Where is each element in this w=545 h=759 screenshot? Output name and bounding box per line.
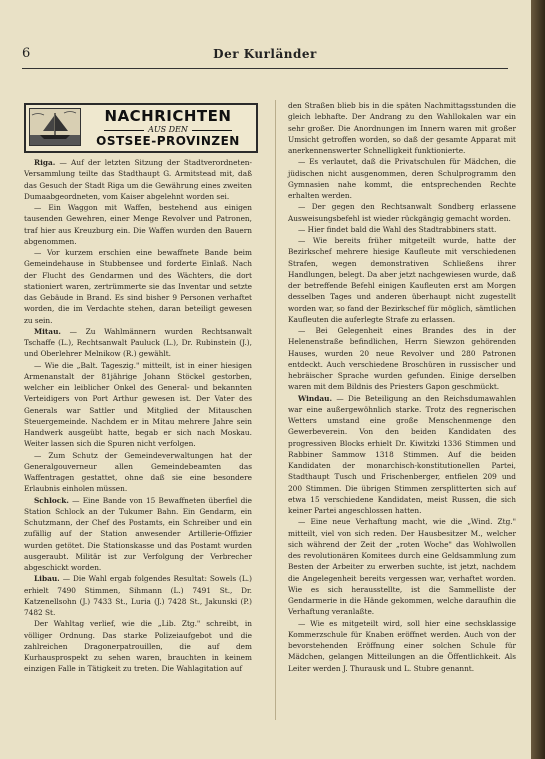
paragraph-text: Der Wahltag verlief, wie die „Lib. Ztg." schreibt, in völliger Ordnung. Das starke Polizeiaufgebot und die zahlreichen Dragonerpatrouillen, die auf dem Kurhausprospekt zu sehen waren, brauchten in keinem einzigen Falle in Tätigkeit zu treten. Die Wahlagitation auf [24,619,252,674]
article-paragraph [24,495,252,574]
paragraph-text: — Wie bereits früher mitgeteilt wurde, hatte der Bezirkschef mehrere hiesige Kaufleute mit verschiedenen Strafen, wegen demonstrativen Schließens ihrer Handlungen, belegt. Da aber jetzt nachgewiesen wurde, daß der betreffende Befehl einigen Kaufleuten erst am Morgen desselben Tages und anderen überhaupt nicht zugestellt worden war, so fand der Bezirkschef für möglich, sämtlichen Kaufleuten die auferlegte Strafe zu erlassen. [288,236,516,324]
article-paragraph [288,618,516,674]
article-paragraph [288,235,516,325]
paragraph-text: — Wie es mitgeteilt wird, soll hier eine sechsklassige Kommerzschule für Knaben eröffnet werden. Auch von der bevorstehenden Eröffnung einer solchen Schule für Mädchen, gelangen Mitteilungen an die Öffentlichkeit. Als Leiter werden J. Thurausk und L. Stubre genannt. [288,618,516,673]
article-paragraph [24,157,252,202]
left-column [24,157,252,675]
place-keyword: Mitau. [34,326,61,336]
paragraph-text: — Hier findet bald die Wahl des Stadtrabbiners statt. [298,224,497,234]
paragraph-text: — Die Wahl ergab folgendes Resultat: Sowels (L.) erhielt 7490 Stimmen, Sihmann (L.) 7491 St., Dr. Katzenellsohn (J.) 7433 St., Luria (J.) 7428 St., Jakunski (P.) 7482 St. [24,574,252,617]
paragraph-text: den Straßen blieb bis in die späten Nachmittagsstunden die gleich lebhafte. Der Andrang zu den Wahllokalen war ein sehr großer. Die Anordnungen im Innern waren mit großer Umsicht getroffen worden, so daß der gesamte Apparat mit anerkennenswerter Schnelligkeit funktionierte. [288,101,516,155]
paragraph-text: — Es verlautet, daß die Privatschulen für Mädchen, die jüdischen nicht ausgenommen, deren Schulprogramm den Gymnasien nahe kommt, die entsprechenden Rechte erhalten werden. [288,157,516,200]
banner-middle: AUS DEN [84,125,252,134]
page-header [22,46,508,64]
paragraph-text: — Ein Waggon mit Waffen, bestehend aus einigen tausenden Gewehren, einer Menge Revolver und Patronen, traf hier aus Kreuzburg ein. Die Waffen wurden den Bauern abgenommen. [24,203,252,246]
article-paragraph [288,156,516,201]
paragraph-text: — Eine neue Verhaftung macht, wie die „Wind. Ztg." mitteilt, viel von sich reden. Der Hausbesitzer M., welcher sich während der Zeit der „roten Woche" das Wohlwollen des revolutionären Komitees durch eine Geldsammlung zum Besten der Arbeiter zu erwerben suchte, ist jetzt, nachdem die Angelegenheit bereits vergessen war, verhaftet worden. Wie es sich herausstellte, ist die Sammelliste der Gendarmerie in die Hände gekommen, welche daraufhin die Verhaftung veranlaßte. [288,517,516,617]
column-divider [275,100,276,720]
article-paragraph [288,201,516,224]
paragraph-text: — Vor kurzem erschien eine bewaffnete Bande beim Gemeindehause in Stubbensee und forderte Einlaß. Nach der Flucht des Gendarmen und des Wächters, die dort stationiert waren, zertrümmerte sie das Inventar und setzte das Gebäude in Brand. Es sind bisher 9 Personen verhaftet worden, die im Verdachte stehen, daran beteiligt gewesen zu sein. [24,248,252,325]
paragraph-text: — Zum Schutz der Gemeindeverwaltungen hat der Generalgouverneur allen Gemeindebeamten das Waffentragen gestattet, ohne daß sie eine besondere Erlaubnis einholen müssen. [24,450,252,494]
right-column [288,100,516,674]
paragraph-text: — Zu Wahlmännern wurden Rechtsanwalt Tschaffe (L.), Rechtsanwalt Pauluck (L.), Dr. Rubinstein (J.), und Oberlehrer Melnikow (R.) gewählt. [24,326,252,359]
article-paragraph [24,618,252,674]
header-rule [22,68,508,69]
book-spine [531,0,545,759]
article-paragraph [24,326,252,360]
banner-title: NACHRICHTEN [104,107,232,125]
article-paragraph [288,325,516,393]
paragraph-text: — Auf der letzten Sitzung der Stadtverordneten-Versammlung teilte das Stadthaupt G. Armitstead mit, daß das Gesuch der Stadt Riga um die Gewährung eines zweiten Dumaabgeordneten, vom Kaiser abgelehnt worden sei. [24,158,252,201]
article-paragraph [288,100,516,156]
place-keyword: Windau. [298,393,333,403]
paragraph-text: — Eine Bande von 15 Bewaffneten überfiel die Station Schlock an der Tukumer Bahn. Ein Gendarm, ein Schutzmann, der Chef des Postamts, ein Schreiber und ein zufällig auf der Station anwesender Artillerie-Offizier wurden getötet. Die Stationskasse und das Postamt wurden ausgeraubt. Militär ist zur Verfolgung der Verbrecher abgeschickt worden. [24,495,252,572]
article-paragraph [24,247,252,326]
banner-subtitle: OSTSEE-PROVINZEN [96,134,240,148]
article-paragraph [288,516,516,617]
article-paragraph [288,224,516,235]
section-banner [24,103,258,153]
article-paragraph [24,573,252,618]
place-keyword: Riga. [34,158,56,167]
article-paragraph [24,450,252,495]
paragraph-text: — Wie die „Balt. Tageszig." mitteilt, ist in einer hiesigen Armenanstalt der 81jährige Johann Stöckel gestorben, welcher ein leiblicher Onkel des General- und bekannten Verteidigers von Port Arthur gewesen ist. Der Vater des Generals war Sattler und Mitglied der Mitauschen Steuergemeinde. Nachdem er in Mitau mehrere Jahre sein Handwerk ausgeübt hatte, begab er sich nach Moskau. Weiter lassen sich die Spuren nicht verfolgen. [24,360,252,449]
article-paragraph [288,393,516,517]
article-paragraph [24,360,252,450]
paragraph-text: — Bei Gelegenheit eines Brandes des in der Helenenstraße befindlichen, Herrn Siewzon gehörenden Hauses, wurden 20 neue Revolver und 280 Patronen entdeckt. Auch verschiedene Broschüren in russischer und hebräischer Sprache wurden gefunden. Einige derselben waren mit dem Bildnis des Priesters Gapon geschmückt. [288,326,516,392]
sailing-ship-icon [29,108,81,146]
running-title: Der Kurländer [213,47,317,61]
place-keyword: Libau. [34,574,60,584]
paragraph-text: — Der gegen den Rechtsanwalt Sondberg erlassene Ausweisungsbefehl ist wieder rückgängig gemacht worden. [288,202,516,223]
place-keyword: Schlock. [34,495,69,505]
page-number: 6 [22,46,31,61]
paragraph-text: — Die Beteiligung an den Reichsdumawahlen war eine außergewöhnlich starke. Trotz des regnerischen Wetters umstand eine große Menschenmenge den Gewerbeverein. Von den beiden Kandidaten des progressiven Blocks erhielt Dr. Kiwitzki 1336 Stimmen und Rabbiner Sammow 1318 Stimmen. Auf die beiden Kandidaten der monarchisch-konstitutionellen Partei, Stadthaupt Tusch und Frischenberger, entfielen 209 und 200 Stimmen. Die übrigen Stimmen zersplitterten sich auf etwa 15 verschiedene Kandidaten, meist Russen, die sich keiner Partei angeschlossen hatten. [288,393,516,515]
article-paragraph [24,202,252,247]
